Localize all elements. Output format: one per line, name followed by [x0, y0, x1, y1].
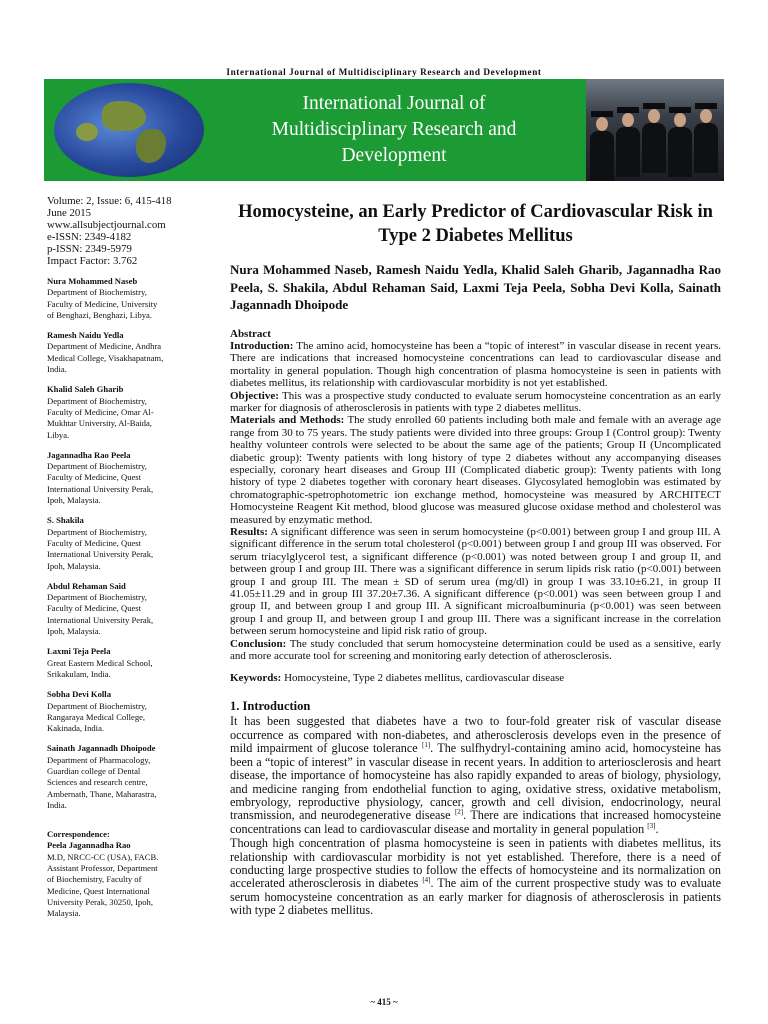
- journal-banner: [44, 79, 724, 181]
- affiliation-line: Srikakulam, India.: [47, 668, 111, 679]
- correspondence-line: Medicine, Quest International: [47, 885, 150, 896]
- abstract-paragraph: Introduction: The amino acid, homocysteine has been a “topic of interest” in vascular disease in recent years. There are indications that increased homocysteine concentrations can lead to cardiovascular disease and mortality in general population. Though high concentration of plasma homocysteine is seen in patients with diabetes mellitus, its relationship with cardiovascular morbidity is not yet established.: [230, 339, 721, 390]
- correspondence-line: M.D, NRCC-CC (USA), FACB.: [47, 851, 159, 862]
- abstract-paragraph: Results: A significant difference was seen in serum homocysteine (p<0.001) between group I and group III. A significant difference in the serum total cholesterol (p<0.001) between group I and group III was observed. For serum triacylglycerol test, a significant difference (p<0.001) was noted between group I and group II, and between group I and group III. There was a significant difference in serum lipids risk ratio (p<0.001) between group I and group III. The mean ± SD of serum urea (mg/dl) in group I was 33.10±6.21, in group II 41.05±11.29 and in group III 37.20±7.36. A significant difference (p<0.001) was seen between group I and group II, and between group I and group III. A significant microalbuminuria (p<0.001) was seen between group I and group II, and between group I and group III. There was a significant increase in the correlation between serum homocysteine and lipid risk ratio of group.: [230, 526, 721, 638]
- affiliation-line: Faculty of Medicine, Omar Al-: [47, 406, 154, 417]
- affiliation-author-name: Khalid Saleh Gharib: [47, 384, 124, 395]
- affiliation-line: Kakinada, India.: [47, 723, 105, 734]
- correspondence-line: of Biochemistry, Faculty of: [47, 874, 142, 885]
- affiliation-line: Libya.: [47, 429, 70, 440]
- affiliation-line: Department of Biochemistry,: [47, 395, 147, 406]
- affiliation-line: International University Perak,: [47, 614, 154, 625]
- affiliation-line: Faculty of Medicine, Quest: [47, 472, 142, 483]
- article-sidebar: [47, 195, 192, 920]
- graduates-photo: [586, 79, 724, 181]
- abstract-section: Abstract Introduction: The amino acid, homocysteine has been a “topic of interest” in vascular disease in recent years. There are indications that increased homocysteine concentrations can lead to cardiovascular disease and mortality in general population. Though high concentration of plasma homocysteine is seen in patients with diabetes mellitus, its relationship with cardiovascular morbidity is not yet established. Objective: This was a prospective study conducted to evaluate serum homocysteine concentration as an early marker for diagnosis of atherosclerosis in patients with type 2 diabetes mellitus. Materials and Methods: The study enrolled 60 patients including both male and female with an average age range from 30 to 75 years. The study patients were divided into three groups: Group I (Control group): Twenty healthy volunteer controls were selected to be about the same age of the patients; Group II (Uncomplicated diabetic group): Twenty patients with long history of type 2 diabetes without any accompanying diseases especially, coronary heart diseases and Group III (Complicated diabetic group): Twenty patients with long history of type 2 diabetes together with coronary heart diseases. Glycosylated hemoglobin was estimated by chromatographic-spetrophotometric ion exchange method, homocysteine was measured by ARCHITECT Homocysteine Reagent Kit method, blood glucose was measured glucose oxidase method and cholesterol was measured by enzymatic method. Results: A significant difference was seen in serum homocysteine (p<0.001) between group I and group III. A significant difference in the serum total cholesterol (p<0.001) between group I and group III was observed. For serum triacylglycerol test, a significant difference (p<0.001) was noted between group I and group II, and between group I and group III. There was a significant difference in serum lipids risk ratio (p<0.001) between group I and group III. The mean ± SD of serum urea (mg/dl) in group I was 33.10±6.21, in group II 41.05±11.29 and in group III 37.20±7.36. A significant difference (p<0.001) was seen between group I and group II, and between group I and group III. A significant microalbuminuria (p<0.001) was seen between group I and group II, and between group I and group III. There was a significant increase in the correlation between serum homocysteine and lipid risk ratio of group. Conclusion: The study concluded that serum homocysteine determination could be used as a sensitive, early and more accurate tool for screening and monitoring early detection of atherosclerosis.: [230, 327, 722, 663]
- journal-header-line: International Journal of Multidisciplinary Research and Development: [226, 67, 542, 77]
- affiliation-line: Rangaraya Medical College,: [47, 711, 146, 722]
- affiliation-line: Department of Biochemistry,: [47, 700, 147, 711]
- affiliation-line: Sciences and research centre,: [47, 777, 148, 788]
- affiliation-author-name: Laxmi Teja Peela: [47, 646, 111, 657]
- abstract-paragraph: Materials and Methods: The study enrolled 60 patients including both male and female with an average age range from 30 to 75 years. The study patients were divided into three groups: Group I (Control group): Twenty healthy volunteer controls were selected to be about the same age of the patients; Group II (Uncomplicated diabetic group): Twenty patients with long history of type 2 diabetes without any accompanying diseases especially, coronary heart diseases and Group III (Complicated diabetic group): Twenty patients with long history of type 2 diabetes together with coronary heart diseases. Glycosylated hemoglobin was estimated by chromatographic-spetrophotometric ion exchange method, homocysteine was measured by ARCHITECT Homocysteine Reagent Kit method, blood glucose was measured glucose oxidase method and cholesterol was measured by enzymatic method.: [230, 414, 722, 526]
- affiliation-block: [47, 646, 192, 680]
- intro-heading: 1. Introduction: [230, 699, 311, 714]
- affiliation-line: Ambernath, Thane, Maharastra,: [47, 788, 157, 799]
- affiliation-line: International University Perak,: [47, 483, 154, 494]
- affiliation-block: [47, 330, 192, 375]
- keywords: Keywords: Homocysteine, Type 2 diabetes mellitus, cardiovascular disease: [230, 672, 565, 685]
- affiliation-line: Department of Biochemistry,: [47, 526, 147, 537]
- affiliation-line: International University Perak,: [47, 549, 154, 560]
- affiliation-line: Department of Biochemistry,: [47, 287, 147, 298]
- affiliation-author-name: Ramesh Naidu Yedla: [47, 330, 124, 341]
- author-affiliations: [47, 276, 192, 811]
- affiliation-line: Ipoh, Malaysia.: [47, 560, 101, 571]
- affiliation-author-name: S. Shakila: [47, 515, 84, 526]
- affiliation-line: Medical College, Visakhapatnam,: [47, 352, 164, 363]
- affiliation-line: India.: [47, 799, 67, 810]
- affiliation-block: [47, 450, 192, 506]
- affiliation-line: Mukhtar University, Al-Baida,: [47, 418, 152, 429]
- intro-paragraph-2: Though high concentration of plasma homocysteine is seen in patients with diabetes mellitus, its relationship with cardiovascular morbidity is not yet established. Therefore, there is a need of conducting large prospective studies to follow the effects of homocysteine and its normalization on accelerated atherosclerosis in diabetes [4]. The aim of the current prospective study was to evaluate serum homocysteine concentration as an early marker for diagnosis of atherosclerosis in patients with type 2 diabetes mellitus.: [230, 836, 722, 918]
- abstract-paragraph: Objective: This was a prospective study conducted to evaluate serum homocysteine concentration as an early marker for diagnosis of atherosclerosis in patients with type 2 diabetes mellitus.: [230, 389, 721, 414]
- correspondence-line: Assistant Professor, Department: [47, 863, 158, 874]
- correspondence-block: Correspondence: Peela Jagannadha Rao M.D, NRCC-CC (USA), FACB. Assistant Professor, Department of Biochemistry, Faculty of Medicine, Quest International University Perak, 30250, Ipoh, Malaysia.: [47, 829, 192, 919]
- affiliation-line: Faculty of Medicine, Quest: [47, 603, 142, 614]
- article-main: [230, 200, 721, 918]
- globe-image: [54, 83, 204, 177]
- affiliation-block: [47, 581, 192, 637]
- affiliation-line: Great Eastern Medical School,: [47, 657, 153, 668]
- affiliation-line: Faculty of Medicine, Quest: [47, 537, 142, 548]
- affiliation-block: [47, 384, 192, 440]
- affiliation-block: [47, 515, 192, 571]
- affiliation-block: [47, 743, 192, 811]
- affiliation-line: Department of Medicine, Andhra: [47, 341, 162, 352]
- affiliation-line: Department of Biochemistry,: [47, 461, 147, 472]
- affiliation-author-name: Jagannadha Rao Peela: [47, 449, 131, 460]
- affiliation-line: Department of Pharmacology,: [47, 754, 151, 765]
- affiliation-block: [47, 276, 192, 321]
- affiliation-line: of Benghazi, Benghazi, Libya.: [47, 309, 153, 320]
- affiliation-line: India.: [47, 364, 67, 375]
- author-list: Nura Mohammed Naseb, Ramesh Naidu Yedla, Khalid Saleh Gharib, Jagannadha Rao Peela, S. Shakila, Abdul Rehaman Said, Laxmi Teja Peela, Sobha Devi Kolla, Sainath Jagannadh Dhoipode: [230, 262, 721, 312]
- affiliation-line: Faculty of Medicine, University: [47, 298, 158, 309]
- page-number: ~ 415 ~: [370, 997, 398, 1007]
- banner-title: International Journal of Multidisciplinary Research and Development: [271, 93, 517, 166]
- affiliation-line: Ipoh, Malaysia.: [47, 626, 101, 637]
- correspondence-line: University Perak, 30250, Ipoh,: [47, 896, 153, 907]
- affiliation-line: Ipoh, Malaysia.: [47, 495, 101, 506]
- article-title: Homocysteine, an Early Predictor of Cardiovascular Risk in Type 2 Diabetes Mellitus: [238, 202, 713, 246]
- publication-meta: Volume: 2, Issue: 6, 415-418 June 2015 www.allsubjectjournal.com e-ISSN: 2349-4182 p-ISSN: 2349-5979 Impact Factor: 3.762: [47, 195, 172, 267]
- affiliation-block: [47, 689, 192, 734]
- affiliation-line: Guardian college of Dental: [47, 765, 141, 776]
- affiliation-author-name: Sobha Devi Kolla: [47, 689, 111, 700]
- correspondence-line: Malaysia.: [47, 908, 81, 919]
- affiliation-author-name: Nura Mohammed Naseb: [47, 276, 138, 286]
- abstract-paragraph: Conclusion: The study concluded that serum homocysteine determination could be used as a sensitive, early and more accurate tool for screening and monitoring early detection of atherosclerosis.: [230, 637, 721, 663]
- affiliation-line: Department of Biochemistry,: [47, 592, 147, 603]
- affiliation-author-name: Sainath Jagannadh Dhoipode: [47, 743, 156, 754]
- intro-paragraph-1: It has been suggested that diabetes have a two to four-fold greater risk of vascular disease occurrence as compared with non-diabetes, and atherosclerosis develops even in the presence of mild impairment of glucose tolerance [1]. The sulfhydryl-containing amino acid, homocysteine has been a “topic of interest” in vascular disease in recent years. In addition to arteriosclerosis and heart disease, the importance of homocysteine has also rapidly expanded to areas of biology, physiology, and medicine ranging from endothelial function to aging, oxidative stress, oxidative metabolism, embryology, reproductive physiology, cancer, growth and cell division, endocrinology, neural transmission, and neurodegenerative disease [2]. There are indications that increased homocysteine concentrations can lead to cardiovascular disease and mortality in general population [3].: [230, 714, 721, 836]
- affiliation-author-name: Abdul Rehaman Said: [47, 580, 126, 591]
